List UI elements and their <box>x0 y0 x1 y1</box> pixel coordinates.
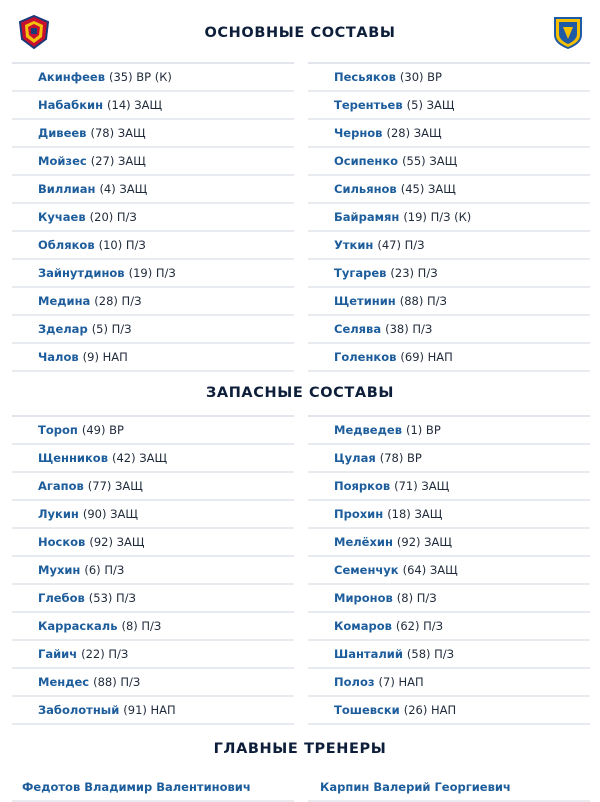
player-meta: (55) ЗАЩ <box>402 154 458 168</box>
player-meta: (78) ВР <box>379 451 422 465</box>
player-row[interactable] <box>12 669 294 697</box>
substitutes-title: ЗАПАСНЫЕ СОСТАВЫ <box>205 385 395 401</box>
player-name[interactable]: Селява <box>334 322 382 336</box>
starting-lineups <box>0 62 600 372</box>
player-meta: (47) П/З <box>377 238 425 252</box>
player-name[interactable]: Медведев <box>334 423 402 437</box>
player-row[interactable] <box>12 64 294 92</box>
player-name[interactable]: Зделар <box>38 322 88 336</box>
player-name[interactable]: Чалов <box>38 350 79 364</box>
lineups-header <box>0 0 600 62</box>
player-name[interactable]: Медина <box>38 294 91 308</box>
player-row[interactable] <box>12 288 294 316</box>
player-name[interactable]: Обляков <box>38 238 95 252</box>
player-meta: (8) П/З <box>396 591 437 605</box>
player-row[interactable] <box>308 697 590 725</box>
player-name[interactable]: Кучаев <box>38 210 86 224</box>
player-meta: (5) ЗАЩ <box>406 98 455 112</box>
player-row[interactable] <box>12 501 294 529</box>
player-name[interactable]: Тошевски <box>334 703 400 717</box>
player-row[interactable] <box>308 64 590 92</box>
player-name[interactable]: Лукин <box>38 507 79 521</box>
player-row[interactable] <box>12 445 294 473</box>
away-starting-list <box>308 62 590 372</box>
player-row[interactable] <box>308 260 590 288</box>
head-coaches-title: ГЛАВНЫЕ ТРЕНЕРЫ <box>213 741 387 757</box>
player-row[interactable] <box>308 92 590 120</box>
player-row[interactable] <box>308 316 590 344</box>
player-meta: (20) П/З <box>89 210 137 224</box>
player-name[interactable]: Заболотный <box>38 703 120 717</box>
player-row[interactable] <box>308 204 590 232</box>
player-meta: (88) П/З <box>399 294 447 308</box>
player-meta: (8) П/З <box>121 619 162 633</box>
player-name[interactable]: Прохин <box>334 507 384 521</box>
player-row[interactable] <box>308 148 590 176</box>
player-row[interactable] <box>12 529 294 557</box>
player-meta: (19) П/З (К) <box>403 210 472 224</box>
player-meta: (71) ЗАЩ <box>394 479 450 493</box>
player-meta: (9) НАП <box>82 350 128 364</box>
player-row[interactable] <box>308 669 590 697</box>
player-name[interactable]: Семенчук <box>334 563 399 577</box>
player-name[interactable]: Сильянов <box>334 182 397 196</box>
player-name[interactable]: Тугарев <box>334 266 387 280</box>
player-meta: (77) ЗАЩ <box>87 479 143 493</box>
home-coach-name[interactable]: Федотов Владимир Валентинович <box>12 773 294 802</box>
player-name[interactable]: Голенков <box>334 350 397 364</box>
player-meta: (58) П/З <box>406 647 455 661</box>
player-row[interactable] <box>12 585 294 613</box>
starting-lineups-title: ОСНОВНЫЕ СОСТАВЫ <box>204 25 396 41</box>
player-name[interactable]: Набабкин <box>38 98 104 112</box>
player-name[interactable]: Шанталий <box>334 647 403 661</box>
player-meta: (27) ЗАЩ <box>90 154 146 168</box>
player-name[interactable]: Акинфеев <box>38 70 105 84</box>
player-name[interactable]: Зайнутдинов <box>38 266 125 280</box>
player-row[interactable] <box>308 344 590 372</box>
player-name[interactable]: Полоз <box>334 675 375 689</box>
player-name[interactable]: Цулая <box>334 451 376 465</box>
head-coaches <box>0 773 600 802</box>
player-row[interactable] <box>12 232 294 260</box>
player-meta: (49) ВР <box>81 423 124 437</box>
player-meta: (7) НАП <box>378 675 424 689</box>
player-row[interactable] <box>308 417 590 445</box>
player-row[interactable] <box>12 92 294 120</box>
player-row[interactable] <box>308 585 590 613</box>
home-subs-list <box>12 415 294 725</box>
player-row[interactable] <box>308 445 590 473</box>
player-meta: (62) П/З <box>395 619 444 633</box>
player-meta: (5) П/З <box>91 322 132 336</box>
player-row[interactable] <box>12 316 294 344</box>
player-row[interactable] <box>12 204 294 232</box>
player-row[interactable] <box>308 613 590 641</box>
home-starting-list <box>12 62 294 372</box>
player-name[interactable]: Агапов <box>38 479 84 493</box>
player-row[interactable] <box>12 344 294 372</box>
player-name[interactable]: Байрамян <box>334 210 400 224</box>
away-coach-name[interactable]: Карпин Валерий Георгиевич <box>308 773 590 802</box>
player-meta: (35) ВР (К) <box>109 70 172 84</box>
player-meta: (69) НАП <box>400 350 453 364</box>
player-name[interactable]: Дивеев <box>38 126 87 140</box>
player-meta: (18) ЗАЩ <box>387 507 443 521</box>
player-row[interactable] <box>12 120 294 148</box>
player-meta: (78) ЗАЩ <box>90 126 146 140</box>
substitute-lineups <box>0 415 600 725</box>
player-meta: (10) П/З <box>98 238 146 252</box>
player-meta: (45) ЗАЩ <box>400 182 456 196</box>
player-row[interactable] <box>12 697 294 725</box>
player-row[interactable] <box>308 120 590 148</box>
player-row[interactable] <box>12 557 294 585</box>
player-name[interactable]: Комаров <box>334 619 392 633</box>
player-meta: (38) П/З <box>385 322 433 336</box>
player-row[interactable] <box>308 501 590 529</box>
player-name[interactable]: Мойзес <box>38 154 87 168</box>
player-meta: (91) НАП <box>123 703 176 717</box>
player-meta: (42) ЗАЩ <box>111 451 168 465</box>
player-name[interactable]: Щенников <box>38 451 108 465</box>
player-name[interactable]: Терентьев <box>334 98 403 112</box>
player-row[interactable] <box>308 232 590 260</box>
player-meta: (30) ВР <box>399 70 442 84</box>
player-meta: (64) ЗАЩ <box>402 563 458 577</box>
player-name[interactable]: Осипенко <box>334 154 399 168</box>
player-name[interactable]: Щетинин <box>334 294 396 308</box>
player-row[interactable] <box>308 641 590 669</box>
player-meta: (14) ЗАЩ <box>107 98 163 112</box>
player-row[interactable] <box>308 288 590 316</box>
player-name[interactable]: Виллиан <box>38 182 96 196</box>
player-meta: (92) ЗАЩ <box>396 535 452 549</box>
player-name[interactable]: Миронов <box>334 591 393 605</box>
player-name[interactable]: Мухин <box>38 563 81 577</box>
player-name[interactable]: Чернов <box>334 126 383 140</box>
player-name[interactable]: Мелёхин <box>334 535 393 549</box>
player-row[interactable] <box>12 641 294 669</box>
player-row[interactable] <box>12 148 294 176</box>
player-meta: (88) П/З <box>93 675 141 689</box>
player-row[interactable] <box>12 260 294 288</box>
player-meta: (22) П/З <box>81 647 129 661</box>
player-meta: (90) ЗАЩ <box>82 507 138 521</box>
player-name[interactable]: Поярков <box>334 479 391 493</box>
player-row[interactable] <box>308 557 590 585</box>
player-meta: (19) П/З <box>128 266 176 280</box>
player-meta: (4) ЗАЩ <box>99 182 148 196</box>
player-row[interactable] <box>308 176 590 204</box>
away-subs-list <box>308 415 590 725</box>
player-meta: (28) ЗАЩ <box>386 126 442 140</box>
player-row[interactable] <box>308 529 590 557</box>
player-row[interactable] <box>12 176 294 204</box>
player-row[interactable] <box>12 473 294 501</box>
player-name[interactable]: Гайич <box>38 647 78 661</box>
player-name[interactable]: Тороп <box>38 423 78 437</box>
player-meta: (23) П/З <box>390 266 438 280</box>
player-row[interactable] <box>12 417 294 445</box>
player-meta: (28) П/З <box>94 294 142 308</box>
player-name[interactable]: Карраскаль <box>38 619 118 633</box>
player-meta: (53) П/З <box>88 591 136 605</box>
player-meta: (6) П/З <box>84 563 125 577</box>
player-row[interactable] <box>12 613 294 641</box>
player-name[interactable]: Мендес <box>38 675 90 689</box>
player-name[interactable]: Уткин <box>334 238 374 252</box>
player-meta: (26) НАП <box>403 703 457 717</box>
player-name[interactable]: Глебов <box>38 591 85 605</box>
player-meta: (92) ЗАЩ <box>89 535 145 549</box>
rostov-crest-icon <box>552 15 584 49</box>
player-row[interactable] <box>308 473 590 501</box>
player-name[interactable]: Песьяков <box>334 70 396 84</box>
player-name[interactable]: Носков <box>38 535 86 549</box>
player-meta: (1) ВР <box>405 423 441 437</box>
